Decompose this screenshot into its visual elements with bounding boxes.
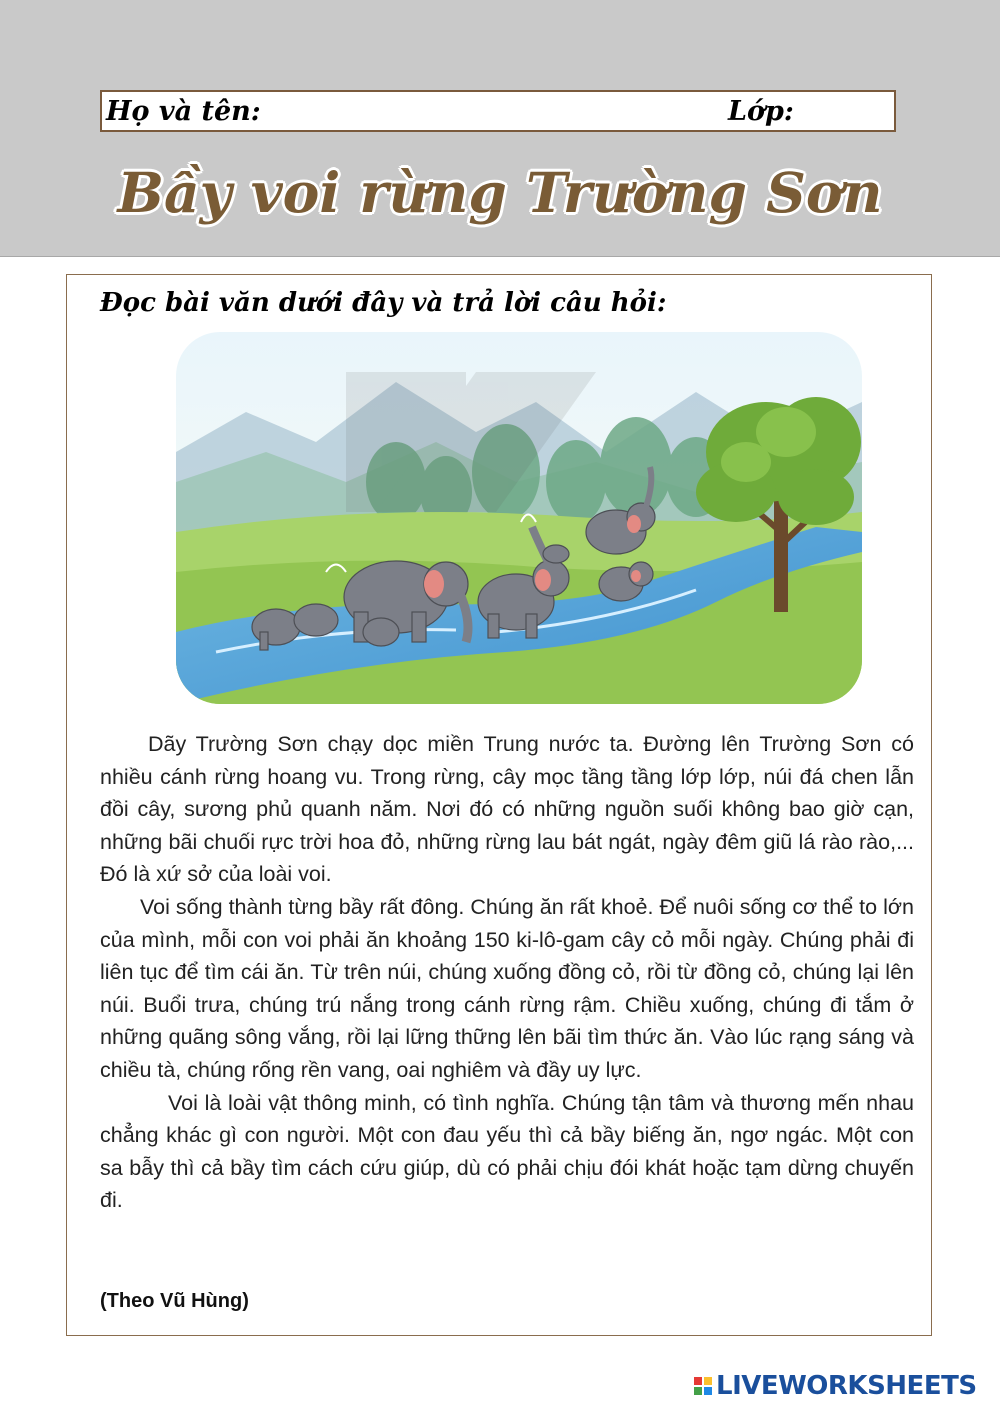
passage-paragraph-3: Voi là loài vật thông minh, có tình nghĩa. Chúng tận tâm và thương mến nhau chẳng khác gì con người. Một con đau yếu thì cả bầy biếng ăn, ngơ ngác. Một con sa bẫy thì cả bầy tìm cách cứu giúp, dù có phải chịu đói khát hoặc tạm dừng chuyến đi. [100,1090,914,1213]
passage-paragraph-1: Dãy Trường Sơn chạy dọc miền Trung nước ta. Đường lên Trường Sơn có nhiều cánh rừng hoang vu. Trong rừng, cây mọc tầng tầng lớp lớp, núi đá chen lẫn đồi cây, sương phủ quanh năm. Nơi đó có những nguồn suối không bao giờ cạn, những bãi chuối rực trời hoa đỏ, những rừng lau bát ngát, ngày đêm giũ lá rào rào,... Đó là xứ sở của loài voi. [100,732,914,887]
class-label: Lớp: [728,96,794,127]
reading-instruction: Đọc bài văn dưới đây và trả lời câu hỏi: [100,288,667,318]
liveworksheets-logo [694,1370,977,1402]
name-label: Họ và tên: [106,96,261,127]
student-info-box [100,90,896,132]
logo-text: LIVEWORKSHEETS [716,1371,977,1401]
worksheet-title: Bầy voi rừng Trường Sơn [117,160,883,225]
passage-paragraph-2: Voi sống thành từng bầy rất đông. Chúng ăn rất khoẻ. Để nuôi sống cơ thể to lớn của mình, mỗi con voi phải ăn khoảng 150 ki-lô-gam cây cỏ mỗi ngày. Chúng phải đi liên tục để tìm cái ăn. Từ trên núi, chúng xuống đồng cỏ, rồi từ đồng cỏ, chúng lại lên núi. Buổi trưa, chúng trú nắng trong cánh rừng rậm. Chiều xuống, chúng đi tắm ở những quãng sông vắng, rồi lại lững thững lên bãi tìm thức ăn. Vào lúc rạng sáng và chiều tà, chúng rống rền vang, oai nghiêm và đầy uy lực. [100,894,914,1082]
passage-source: (Theo Vũ Hùng) [100,1290,249,1312]
reading-passage [100,728,914,1217]
logo-blocks-icon [694,1377,712,1395]
elephant-river-illustration [176,332,862,704]
